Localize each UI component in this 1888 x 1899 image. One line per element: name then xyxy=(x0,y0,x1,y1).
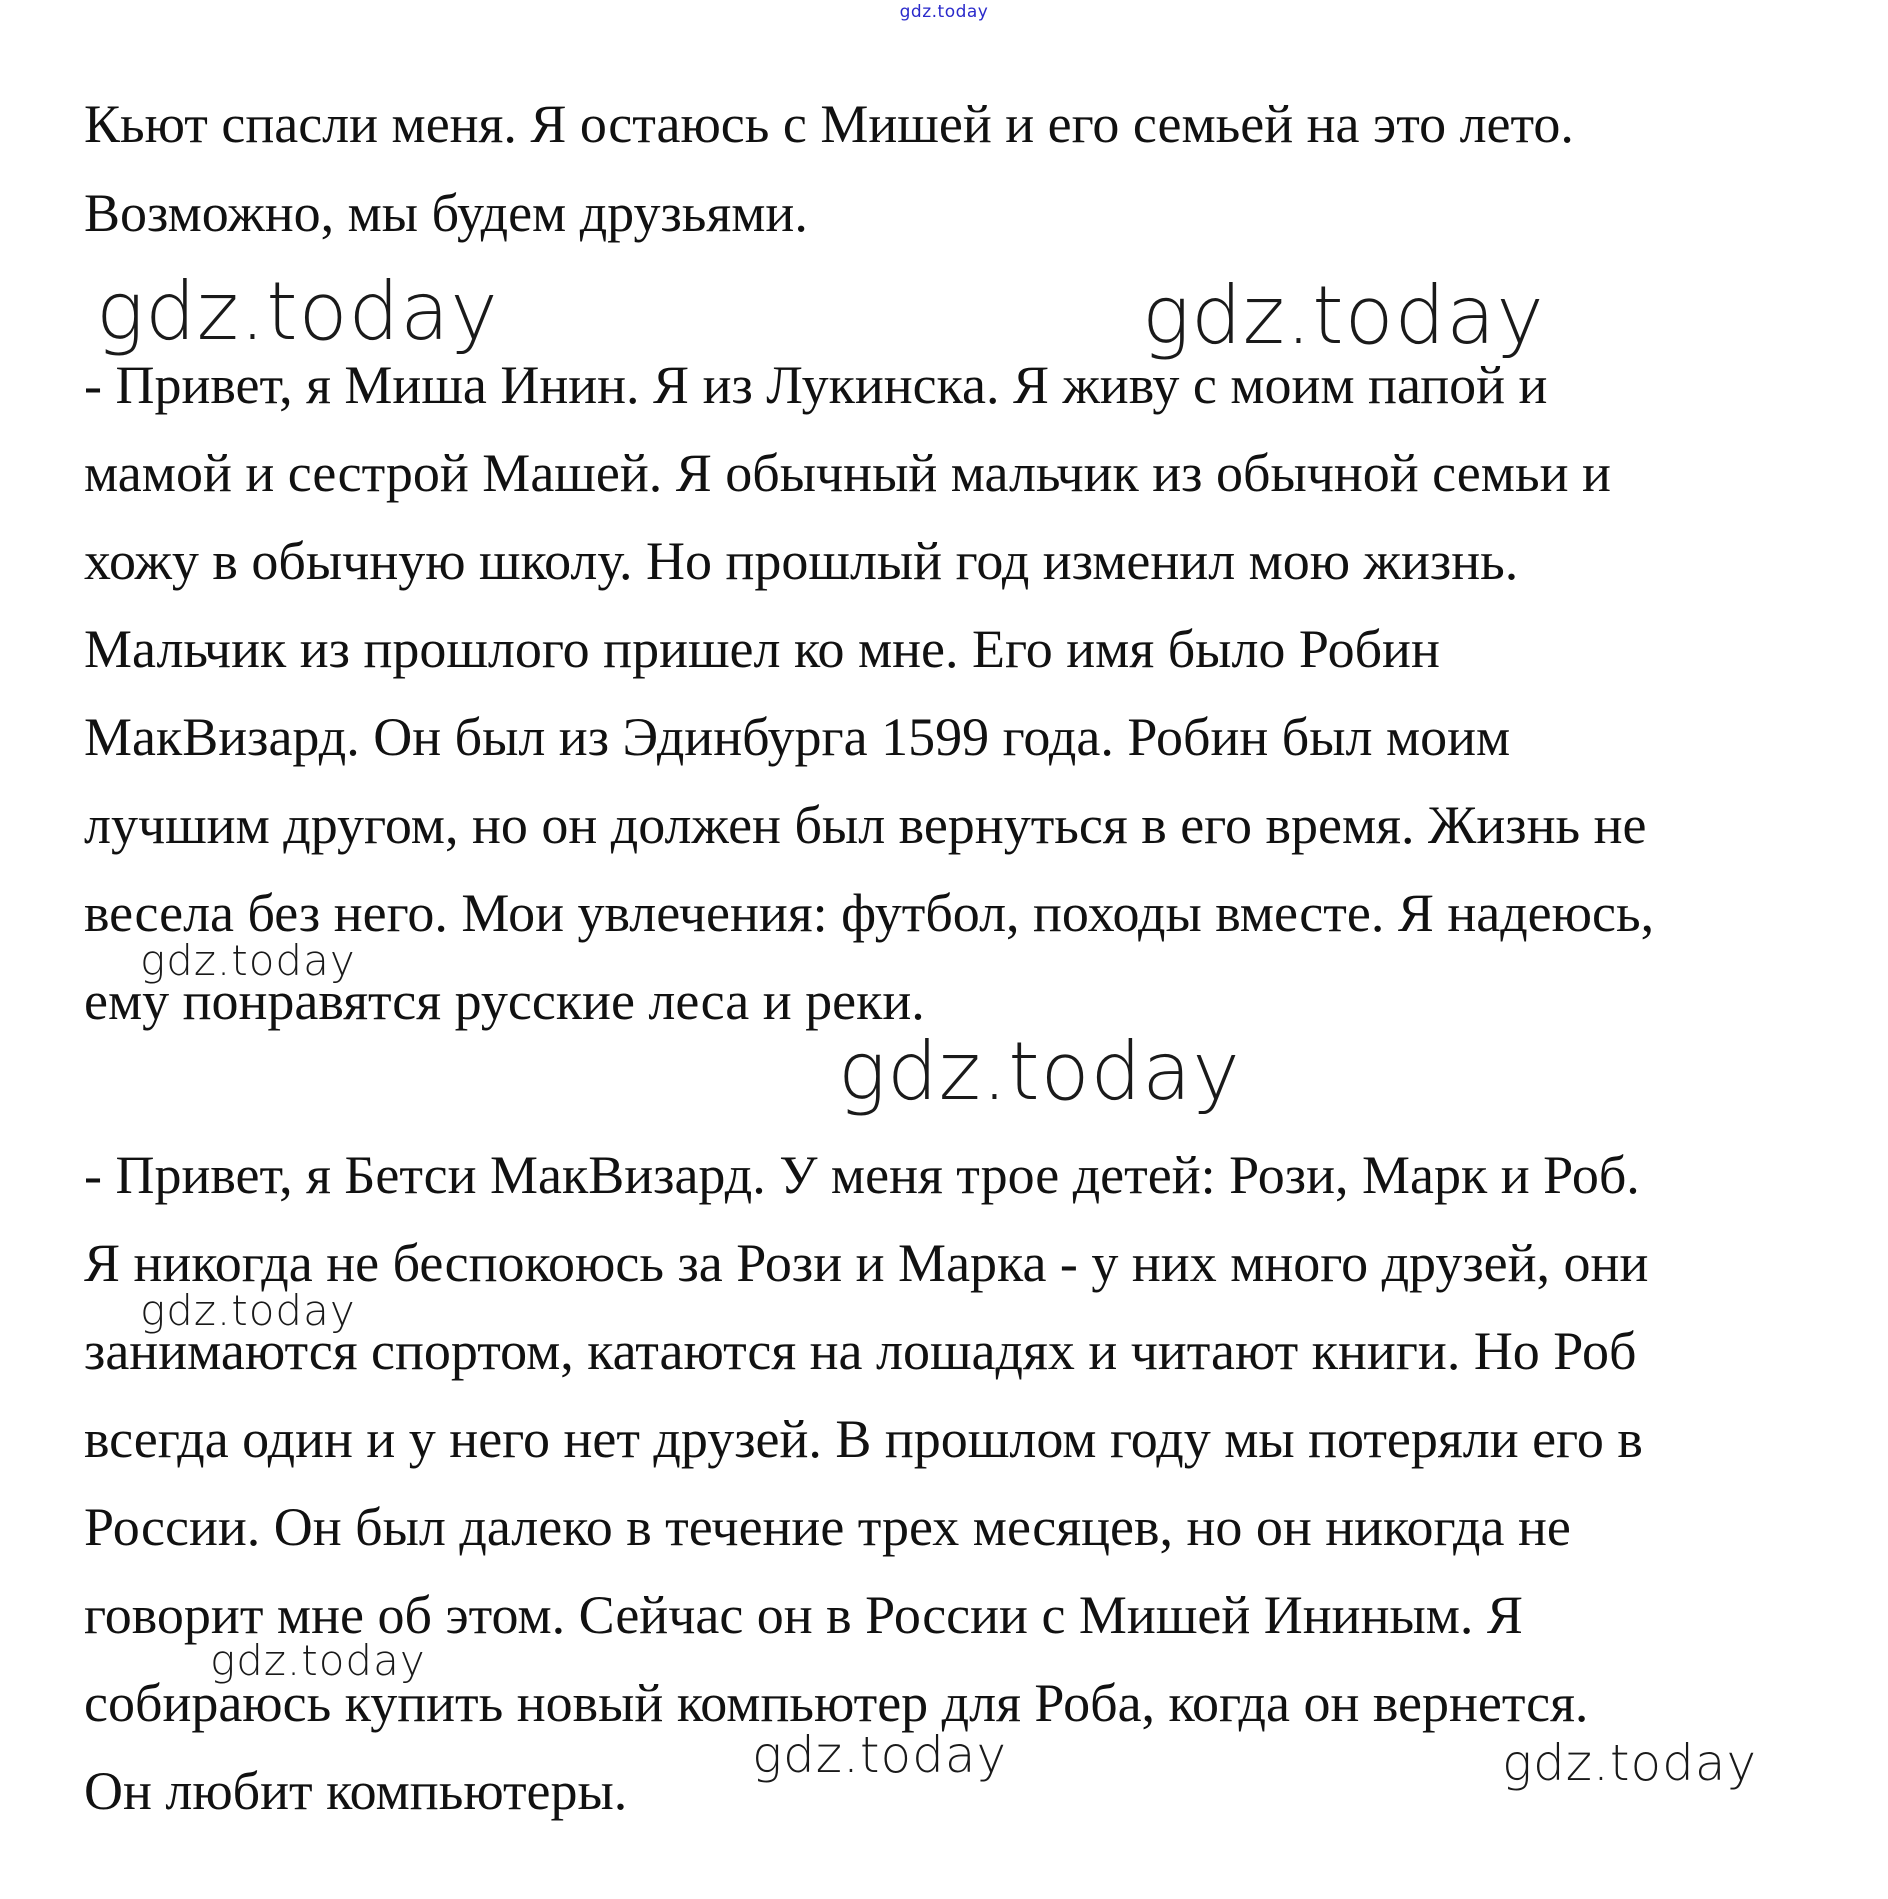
text-line: занимаются спортом, катаются на лошадях и читают книги. Но Роб xyxy=(84,1321,1637,1381)
text-line: МакВизард. Он был из Эдинбурга 1599 года. Робин был моим xyxy=(84,707,1511,767)
watermark: gdz.today xyxy=(96,265,499,358)
text-line: России. Он был далеко в течение трех месяцев, но он никогда не xyxy=(84,1497,1571,1557)
text-line: Я никогда не беспокоюсь за Рози и Марка - у них много друзей, они xyxy=(84,1233,1649,1293)
text-line: собираюсь купить новый компьютер для Роба, когда он вернется. xyxy=(84,1673,1589,1733)
text-line: - Привет, я Миша Инин. Я из Лукинска. Я живу с моим папой и xyxy=(84,355,1548,415)
text-line: - Привет, я Бетси МакВизард. У меня трое детей: Рози, Марк и Роб. xyxy=(84,1145,1640,1205)
watermark: gdz.today xyxy=(210,1636,426,1685)
watermark: gdz.today xyxy=(1142,269,1545,362)
text-line: говорит мне об этом. Сейчас он в России с Мишей Ининым. Я xyxy=(84,1585,1523,1645)
text-line: Возможно, мы будем друзьями. xyxy=(84,183,808,243)
text-line: лучшим другом, но он должен был вернуться в его время. Жизнь не xyxy=(84,795,1647,855)
text-line: Мальчик из прошлого пришел ко мне. Его имя было Робин xyxy=(84,619,1440,679)
text-line: весела без него. Мои увлечения: футбол, походы вместе. Я надеюсь, xyxy=(84,883,1655,943)
text-line: мамой и сестрой Машей. Я обычный мальчик из обычной семьи и xyxy=(84,443,1611,503)
text-line: Кьют спасли меня. Я остаюсь с Мишей и его семьей на это лето. xyxy=(84,94,1574,154)
text-line: хожу в обычную школу. Но прошлый год изменил мою жизнь. xyxy=(84,531,1519,591)
watermark: gdz.today xyxy=(752,1726,1008,1784)
text-line: всегда один и у него нет друзей. В прошлом году мы потеряли его в xyxy=(84,1409,1643,1469)
watermark: gdz.today xyxy=(1502,1734,1758,1792)
watermark: gdz.today xyxy=(140,936,356,985)
text-line: Он любит компьютеры. xyxy=(84,1761,628,1821)
watermark: gdz.today xyxy=(838,1025,1241,1118)
text-line: ему понравятся русские леса и реки. xyxy=(84,971,925,1031)
site-watermark-top: gdz.today xyxy=(899,2,989,22)
watermark: gdz.today xyxy=(140,1286,356,1335)
